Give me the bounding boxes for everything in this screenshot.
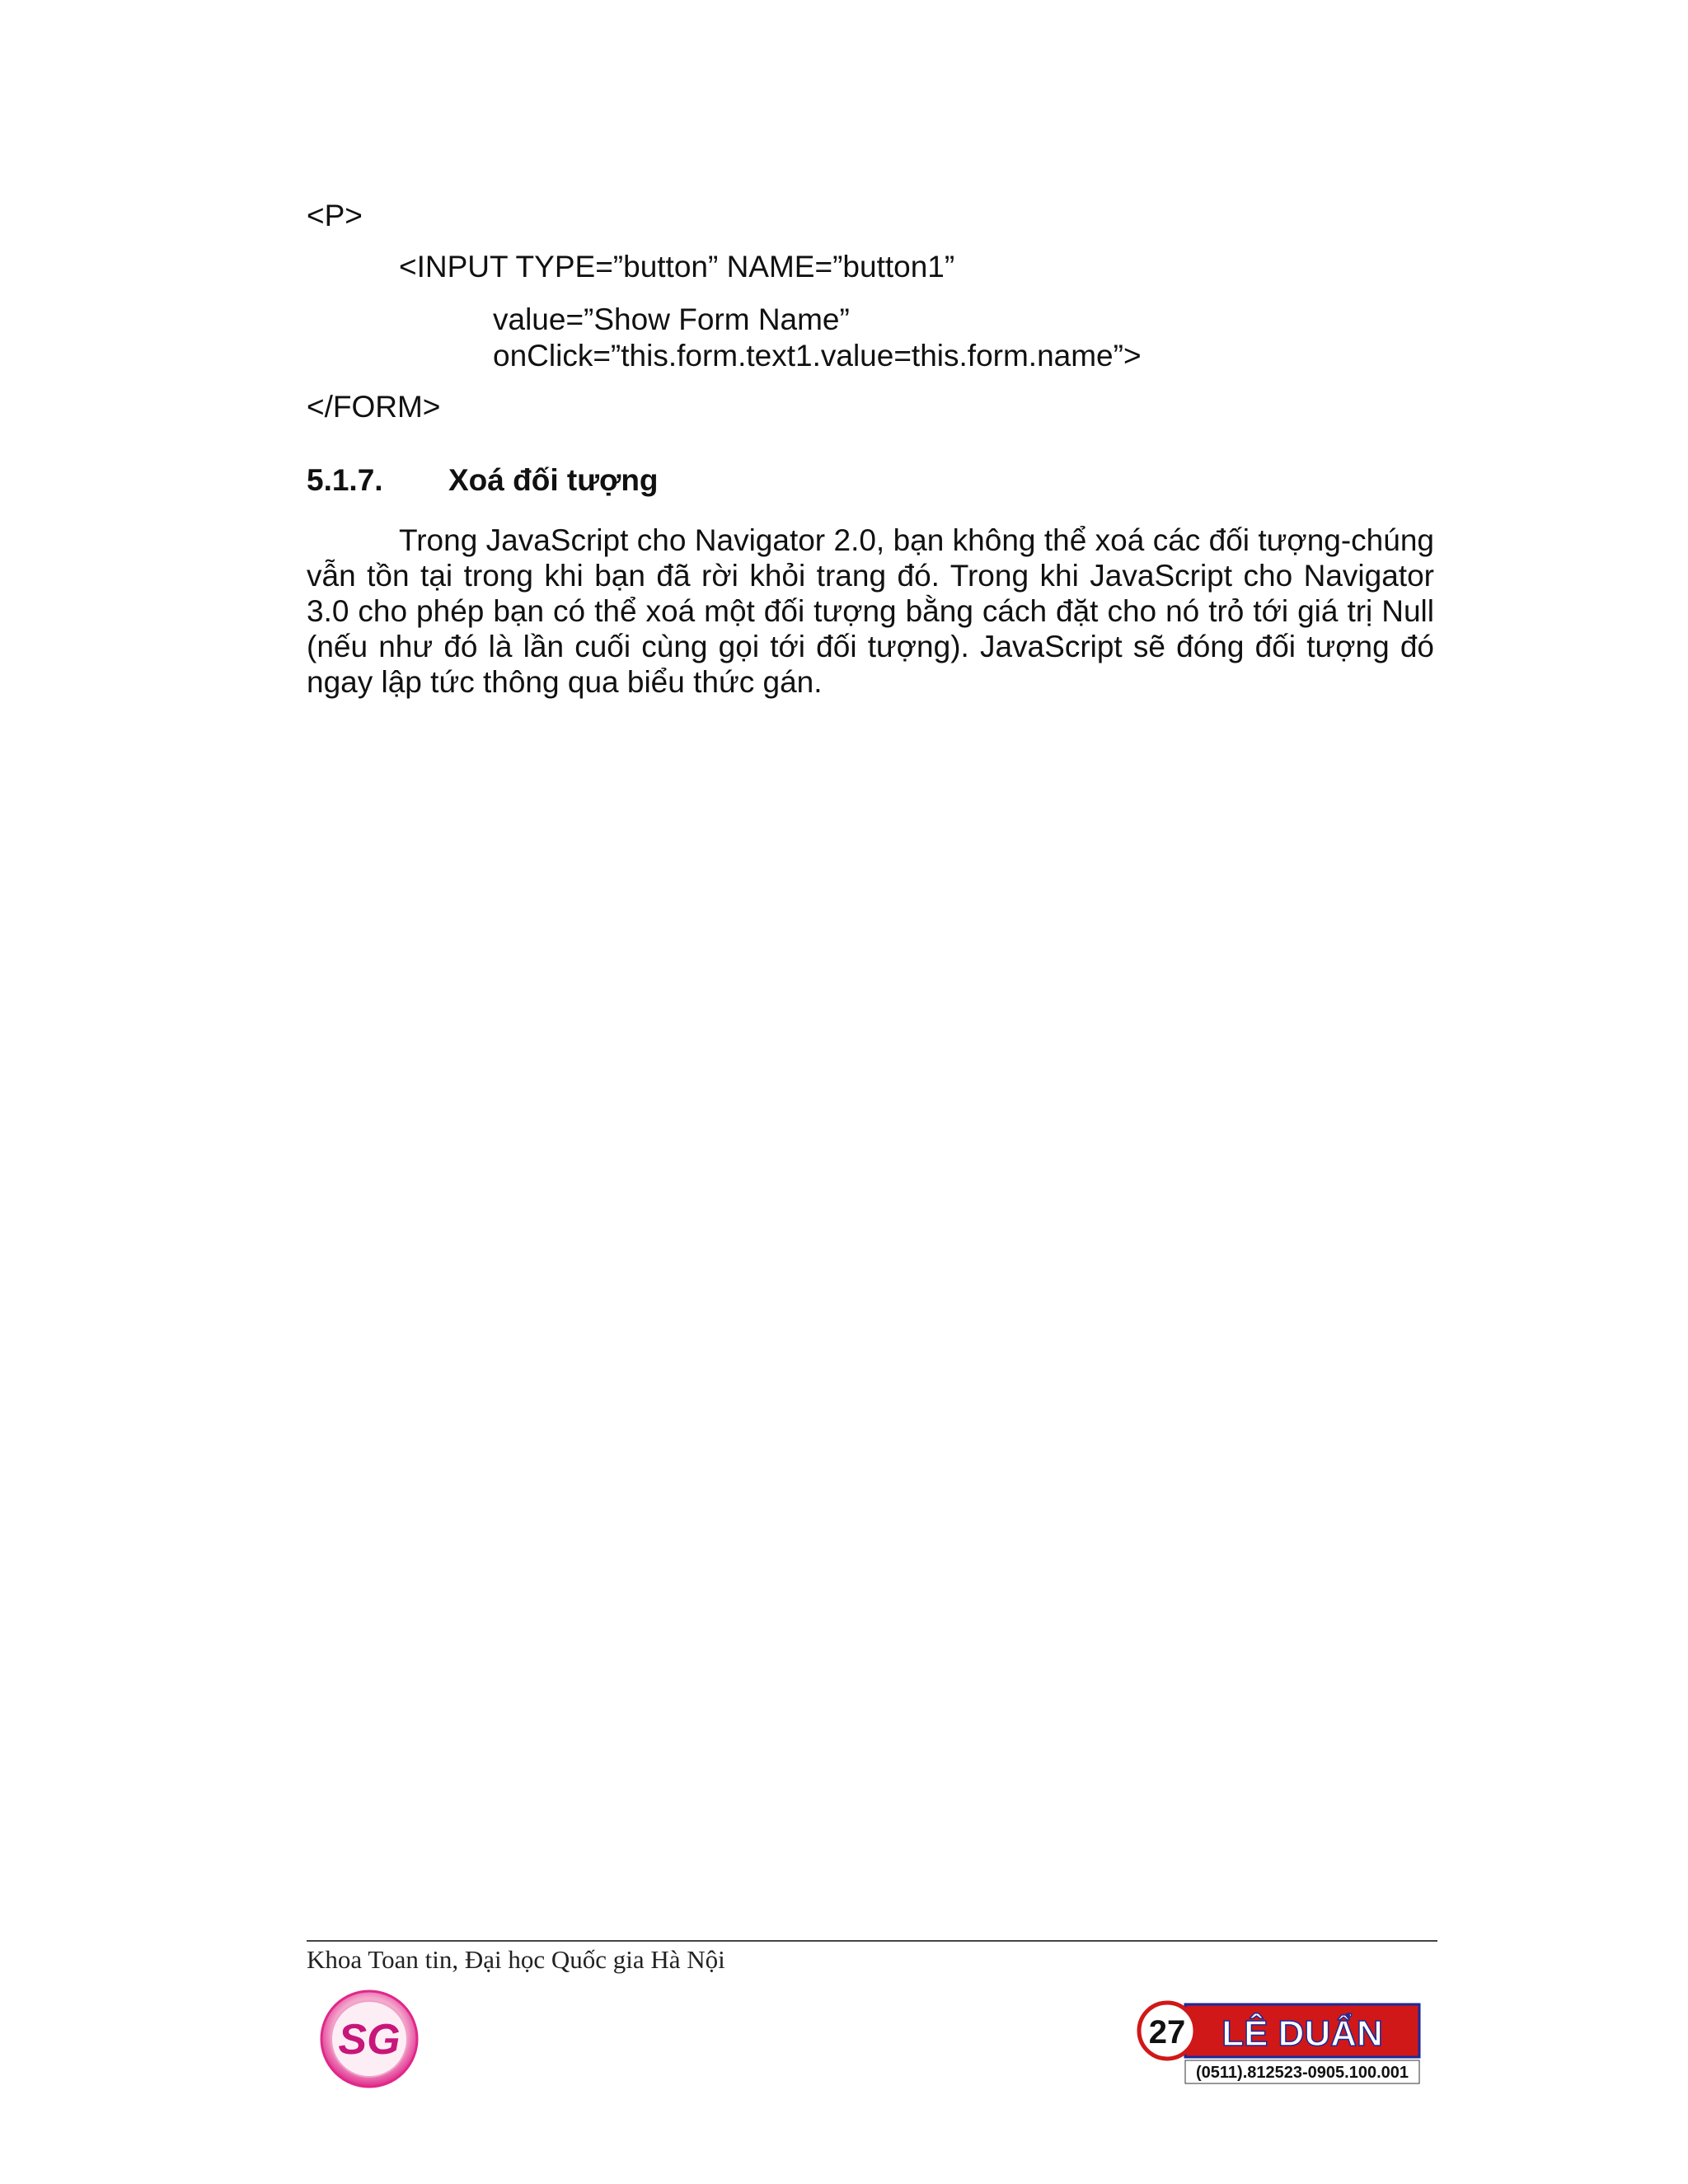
code-line-form-close: </FORM> <box>307 390 441 424</box>
code-line-value: value=”Show Form Name” <box>493 302 850 336</box>
code-line-input: <INPUT TYPE=”button” NAME=”button1” <box>399 250 955 284</box>
section-number: 5.1.7. <box>307 463 383 497</box>
sg-logo-icon <box>318 1988 420 2090</box>
code-line-p: <P> <box>307 199 363 232</box>
sg-logo-text: SG <box>338 2016 401 2064</box>
section-paragraph: Trong JavaScript cho Navigator 2.0, bạn không thể xoá các đối tượng-chúng vẫn tồn tại trong khi bạn đã rời khỏi trang đó. Trong khi JavaScript cho Navigator 3.0 cho phép bạn có thể xoá một đối tượng bằng cách đặt cho nó trỏ tới giá trị Null (nếu như đó là lần cuối cùng gọi tới đối tượng). JavaScript sẽ đóng đối tượng đó ngay lập tức thông qua biểu thức gán. <box>307 523 1434 699</box>
section-title: Xoá đối tượng <box>448 463 659 497</box>
code-line-onclick: onClick=”this.form.text1.value=this.form.name”> <box>493 339 1142 373</box>
footer-divider <box>307 1940 1437 1942</box>
le-duan-logo-icon <box>1132 1998 1423 2087</box>
logo-number: 27 <box>1148 2014 1186 2050</box>
logo-street: LÊ DUẨN <box>1221 2013 1383 2054</box>
logo-phone: (0511).812523-0905.100.001 <box>1195 2064 1409 2082</box>
section-heading <box>307 463 659 498</box>
footer-institution: Khoa Toan tin, Đại học Quốc gia Hà Nội <box>307 1945 725 1974</box>
